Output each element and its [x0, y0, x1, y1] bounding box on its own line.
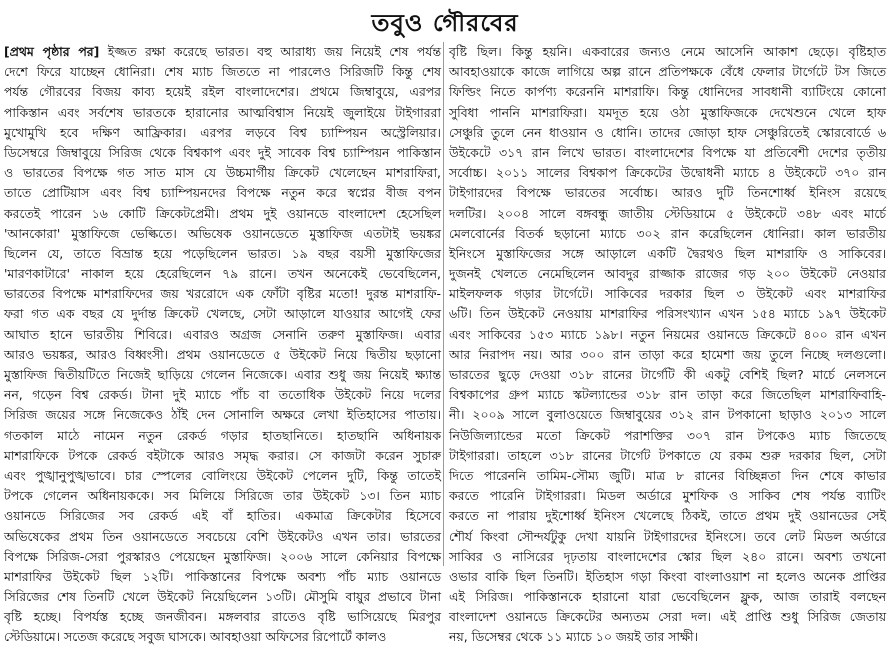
article-line-text: বিপক্ষে সিরিজ-সেরা পুরস্কারও পেয়েছেন মুস্তাফিজ। ২০০৬ সালে কেনিয়ার বিপক্ষে	[4, 548, 441, 564]
article-line-text: করতে পারেনি টাইগাররা। মিডল অর্ডারে মুশফিক ও সাকিব শেষ পর্যন্ত ব্যাটিং	[449, 488, 886, 504]
article-line	[449, 466, 886, 486]
article-line-text: করতে না পারায় দুইশোর্ধ্ব ইনিংস খেলেছে ঠিকই, তাতে প্রথম দুই ওয়ানডের সেই	[449, 508, 886, 524]
article-line-text: ওভার বাকি ছিল তিনটি। ইতিহাস গড়া কিংবা বাংলাওয়াশ না হলেও অনেক প্রাপ্তির	[449, 568, 886, 584]
continuation-tag: [প্রথম পৃষ্ঠার পর]	[4, 44, 100, 59]
article-line-text: দুজনই খেলতে নেমেছিলেন আবদুর রাজ্জাক রাজের গড় ২০০ উইকেট নেওয়ার	[449, 266, 886, 282]
column-divider	[443, 42, 444, 566]
article-line	[4, 183, 441, 203]
article-line	[4, 385, 441, 405]
article-line	[449, 405, 886, 425]
article-line-text: দলটির। ২০০৪ সালে বঙ্গবন্ধু জাতীয় স্টেডিয়ামে ৫ উইকেটে ৩৪৮ এবং মার্চে	[449, 205, 886, 221]
article-line	[449, 426, 886, 446]
article-line	[4, 224, 441, 244]
article-line-text: ও ভারতের বিপক্ষে গত সাত মাস যে উচ্চমার্গীয় ক্রিকেট খেলেছেন মাশরাফিরা,	[4, 165, 441, 181]
article-line-text: সর্বোচ্চ। ২০১১ সালের বিশ্বকাপ ক্রিকেটের উদ্বোধনী ম্যাচে ৪ উইকেটে ৩৭০ রান	[449, 165, 886, 181]
article-line-text: আবহাওয়াকে কাজে লাগিয়ে অল্প রানে প্রতিপক্ষকে বেঁধে ফেলার টার্গেটে টস জিতে	[449, 64, 886, 80]
article-line	[4, 103, 441, 123]
article-line-text: আরও ভয়ঙ্কর, আরও বিধ্বংসী। প্রথম ওয়ানডেতে ৫ উইকেট নিয়ে দ্বিতীয় ছড়ানো	[4, 346, 441, 362]
article-line-text: ভারতের বিপক্ষে মাশরাফিদের জয় খররোদে এক ফোঁটা বৃষ্টির মতো! দুরন্ত মাশরাফি-	[4, 286, 441, 302]
article-line-text: টপকে গেলেন অধিনায়ককে। সব মিলিয়ে সিরিজে তার উইকেট ১৩। তিন ম্যাচ	[4, 488, 441, 504]
article-line	[449, 587, 886, 607]
article-line	[449, 204, 886, 224]
article-line-text: সিরিজের শেষ তিনটি খেলে উইকেট নিয়েছিলেন ১৩টি। মৌসুমি বায়ুর প্রভাবে টানা	[4, 589, 441, 605]
article-line-text: ডিসেম্বরে জিম্বাবুয়ে সিরিজ থেকে বিশ্বকাপ এবং দুই সাবেক বিশ্ব চ্যাম্পিয়ন পাকিস্তান	[4, 144, 441, 160]
article-line	[449, 264, 886, 284]
article-line	[449, 123, 886, 143]
article-line-text: সাব্বির ও নাসিরের দৃঢ়তায় বাংলাদেশের স্কোর ছিল ২৪০ রানে। অবশ্য তখনো	[449, 548, 886, 564]
article-line	[4, 567, 441, 587]
article-line	[449, 607, 886, 627]
article-line-text: নিউজিল্যান্ডের মতো ক্রিকেট পরাশক্তির ৩০৭ রান টপকেও ম্যাচ জিতেছে	[449, 427, 886, 443]
article-line-text: গতকাল মাঠে নামেন নতুন রেকর্ড গড়ার হাতছানিতে। হাতছানি অধিনায়ক	[4, 427, 441, 443]
article-line	[449, 82, 886, 102]
article-line	[4, 62, 441, 82]
article-line	[449, 183, 886, 203]
article-line	[4, 466, 441, 486]
article-line-text: মেলবোর্নের বিতর্ক ছড়ানো ম্যাচে ৩০২ রান করেছিলেন ধোনিরা। কাল ভারতীয়	[449, 225, 886, 241]
article-line-text: ফরা গত এক বছর যে দুর্দান্ত ক্রিকেট খেলছে, সেটা আড়ালে যাওয়ার আগেই ফের	[4, 306, 441, 322]
article-line-text: দেশে ফিরে যাচ্ছেন ধোনিরা। শেষ ম্যাচ জিততে না পারলেও সিরিজটি কিন্তু শেষ	[4, 64, 441, 80]
article-line	[449, 506, 886, 526]
article-line-text: দিতে পারেননি তামিম-সৌম্য জুটি। মাত্র ৮ রানের বিচ্ছিন্নতা দিন শেষে কাভার	[449, 467, 886, 483]
article-line	[4, 365, 441, 385]
article-line	[4, 42, 441, 62]
article-line-text: মাইলফলক গড়ার টার্গেটে। সাকিবের দরকার ছিল ৩ উইকেট এবং মাশরাফির	[449, 286, 886, 302]
article-line-text: ওয়ানডে সিরিজের সব রেকর্ড এই বাঁ হাতির। একমাত্র ক্রিকেটার হিসেবে	[4, 508, 441, 524]
article-line	[449, 365, 886, 385]
article-line-text: বিশ্বকাপের গ্রুপ ম্যাচে স্কটল্যান্ডের ৩১৮ রান তাড়া করে জিতেছিল মাশরাফিবাহি-	[449, 387, 886, 403]
article-line-text: 'আনকোরা' মুস্তাফিজে ভেল্কিতে। অভিষেক ওয়ানডেতে মুস্তাফিজ এতটাই ভয়ঙ্কর	[4, 225, 441, 241]
article-line-text: মুখোমুখি হবে দক্ষিণ আফ্রিকার। এরপর লড়বে বিশ্ব চ্যাম্পিয়ন অস্ট্রেলিয়ার।	[4, 124, 441, 140]
article-line-text: উইকেটে ৩১৭ রান লিখে ভারত। বাংলাদেশের বিপক্ষে যা প্রতিবেশী দেশের তৃতীয়	[449, 144, 886, 160]
article-line-text: ৬টি। তিন উইকেট নেওয়ায় মাশরাফির পরিসংখ্যান এখন ১৫৪ ম্যাচে ১৯৭ উইকেট	[449, 306, 886, 322]
article-line	[4, 264, 441, 284]
article-line	[449, 284, 886, 304]
article-line	[4, 123, 441, 143]
article-line-text: মাশরাফির উইকেট ছিল ১২টি। পাকিস্তানের বিপক্ষে অবশ্য পাঁচ ম্যাচ ওয়ানডে	[4, 568, 441, 584]
article-line	[449, 42, 886, 62]
article-line	[449, 304, 886, 324]
article-line	[4, 446, 441, 466]
article-line	[449, 527, 886, 547]
article-line-text: ছিলেন যে, তাতে বিভ্রান্ত হয়ে পড়েছিলেন ভারত। ১৯ বছর বয়সী মুস্তাফিজের	[4, 245, 441, 261]
article-line	[449, 224, 886, 244]
article-line-text: নী। ২০০৯ সালে বুলাওয়েতে জিম্বাবুয়ের ৩১২ রান টপকানো ছাড়াও ২০১৩ সালে	[449, 407, 886, 423]
article-line	[449, 345, 886, 365]
article-line-text: টাইগারদের বিপক্ষে ভারতের সর্বোচ্চ। আরও দুটি তিনশোর্ধ্ব ইনিংস রয়েছে	[449, 185, 886, 201]
article-line	[4, 345, 441, 365]
article-line-text: নয়, ডিসেম্বর থেকে ১১ ম্যাচে ১০ জয়ই তার সাক্ষী।	[449, 629, 699, 645]
article-line	[449, 163, 886, 183]
article-line-text: টাইগাররা। তাহলে ৩১৮ রানের টার্গেট টপকাতে যে রকম শুরু দরকার ছিল, সেটা	[449, 447, 886, 463]
article-line	[449, 244, 886, 264]
article-line	[4, 325, 441, 345]
article-line	[4, 244, 441, 264]
article-line	[4, 607, 441, 627]
article-line-text: সেঞ্চুরি তুলে নেন ধাওয়ান ও ধোনি। তাদের জোড়া হাফ সেঞ্চুরিতেই স্কোরবোর্ডে ৬	[449, 124, 886, 140]
article-line	[4, 304, 441, 324]
article-line	[4, 405, 441, 425]
article-line-text: স্টেডিয়ামে। সতেজ করেছে সবুজ ঘাসকে। আবহাওয়া অফিসের রিপোর্টে কালও	[4, 629, 387, 645]
article-line-text: শৌর্য কিংবা সৌন্দর্যটুকু দেখা যায়নি টাইগারদের ইনিংসে। তবে লেট মিডল অর্ডারে	[449, 528, 886, 544]
article-line	[4, 284, 441, 304]
article-line	[449, 567, 886, 587]
article-line	[4, 587, 441, 607]
article-line-text: বৃষ্টি ছিল। কিন্তু হয়নি। একবারের জন্যও নেমে আসেনি আকাশ ছেড়ে। বৃষ্টিহাত	[449, 44, 886, 59]
article-line	[4, 486, 441, 506]
article-column-left	[4, 42, 441, 645]
article-line-text: ফিল্ডিং নিতে কার্পণ্য করেননি মাশরাফি। কিন্তু ধোনিদের সাবধানী ব্যাটিংয়ে কোনো	[449, 84, 886, 100]
article-line	[449, 62, 886, 82]
article-line-text: বৃষ্টি হচ্ছে। বিপর্যস্ত হচ্ছে জনজীবন। মঙ্গলবার রাতেও বৃষ্টি ভাসিয়েছে মিরপুর	[4, 609, 441, 625]
article-line-text: অভিষেকের প্রথম তিন ওয়ানডেতে সবচেয়ে বেশি উইকেটও এখন তার। ভারতের	[4, 528, 441, 544]
article-line-text: পর্যন্ত গৌরবের বিজয় কাব্য হয়েই রইল বাংলাদেশের। প্রথমে জিম্বাবুয়ে, এরপর	[4, 84, 441, 100]
article-line-text: পাকিস্তান এবং সর্বশেষ ভারতকে হারানোর আত্মবিশ্বাস নিয়েই জুলাইয়ে টাইগাররা	[4, 104, 441, 120]
article-line	[449, 103, 886, 123]
article-line-text: মুস্তাফিজ দ্বিতীয়টিতে নিজেই ছাড়িয়ে গেলেন নিজেকে। এবার শুধু জয় নিয়েই ক্ষ্যান্ত	[4, 367, 441, 382]
article-line	[449, 627, 886, 647]
article-line-text: ইনিংসে মুস্তাফিজের সঙ্গে আড়ালে একটি দ্বৈরথও ছিল মাশরাফি ও সাকিবের।	[449, 245, 886, 261]
article-line-text: মাশরাফিকে টপকে রেকর্ড বইটাকে আরও সমৃদ্ধ করার। সে কাজটা করেন সুচারু	[4, 447, 441, 463]
article-line	[4, 163, 441, 183]
article-line-text: সিরিজ জয়ের সঙ্গে নিজেকেও ঠাঁই দেন সোনালি অক্ষরে লেখা ইতিহাসের পাতায়।	[4, 407, 441, 423]
article-line	[4, 143, 441, 163]
article-line-text: বাংলাদেশ ওয়ানডে ক্রিকেটের অন্যতম সেরা দল। এই প্রাপ্তি শুধু সিরিজ জেতায়	[449, 609, 886, 625]
article-line-text: নন, গড়েন বিশ্ব রেকর্ড। টানা দুই ম্যাচে পাঁচ বা ততোধিক উইকেট নিয়ে দলের	[4, 387, 441, 403]
article-line	[4, 426, 441, 446]
article-line	[449, 486, 886, 506]
article-line-text: এবং পুঙ্খানুপুঙ্খভাবে। চার স্পেলের বোলিংয়ে উইকেট পেলেন দুটি, কিন্তু তাতেই	[4, 467, 441, 483]
article-line	[449, 143, 886, 163]
article-line-text: করতেই পারেন ১৬ কোটি ক্রিকেটপ্রেমী। প্রথম দুই ওয়ানডে বাংলাদেশ হেসেছিল	[4, 205, 441, 221]
article-line-text: আঘাত হানে ভারতীয় শিবিরে। এবারও অগ্রজ সেনানি তরুণ মুস্তাফিজ। এবার	[4, 326, 441, 342]
article-line	[4, 82, 441, 102]
article-line-text: 'মারণকাটারে' নাকাল হয়ে হেরেছিলেন ৭৯ রানে। তখন অনেকেই ভেবেছিলেন,	[4, 266, 441, 282]
article-line-text: আর নিরাপদ নয়। আর ৩০০ রান তাড়া করে হামেশা জয় তুলে নিচ্ছে দলগুলো।	[449, 346, 886, 362]
article-column-right	[449, 42, 886, 645]
article-headline: তবুও গৌরবের	[371, 8, 519, 37]
article-line-text: ভারতের ছুড়ে দেওয়া ৩১৮ রানের টার্গেটি কী একটু বেশিই ছিল? মার্চে নেলসনে	[449, 367, 886, 382]
article-line	[4, 204, 441, 224]
article-line-text: সুবিধা পাননি মাশরাফিরা। যমদূত হয়ে ওঠা মুস্তাফিজকে দেখেশুনে খেলে হাফ	[449, 104, 886, 120]
article-line	[4, 547, 441, 567]
article-line	[449, 325, 886, 345]
article-line-text: ইজ্জত রক্ষা করেছে ভারত। বহু আরাধ্য জয় নিয়েই শেষ পর্যন্ত	[99, 44, 441, 59]
article-line-text: এবং সাকিবের ১৫৩ ম্যাচে ১৯৮। নতুন নিয়মের ওয়ানডে ক্রিকেটে ৪০০ রান এখন	[449, 326, 886, 342]
article-line	[449, 385, 886, 405]
article-line-text: এই সিরিজ। পাকিস্তানকে হারানো যারা ভেবেছিলেন ফ্লুক, আজ তারাই বলছেন	[449, 589, 886, 605]
article-line	[449, 446, 886, 466]
article-line	[449, 547, 886, 567]
article-line	[4, 527, 441, 547]
article-line-text: তাতে প্রোটিয়াস এবং বিশ্ব চ্যাম্পিয়নদের বিপক্ষে নতুন করে স্বপ্নের বীজ বপন	[4, 185, 441, 201]
article-line	[4, 627, 441, 647]
article-line	[4, 506, 441, 526]
